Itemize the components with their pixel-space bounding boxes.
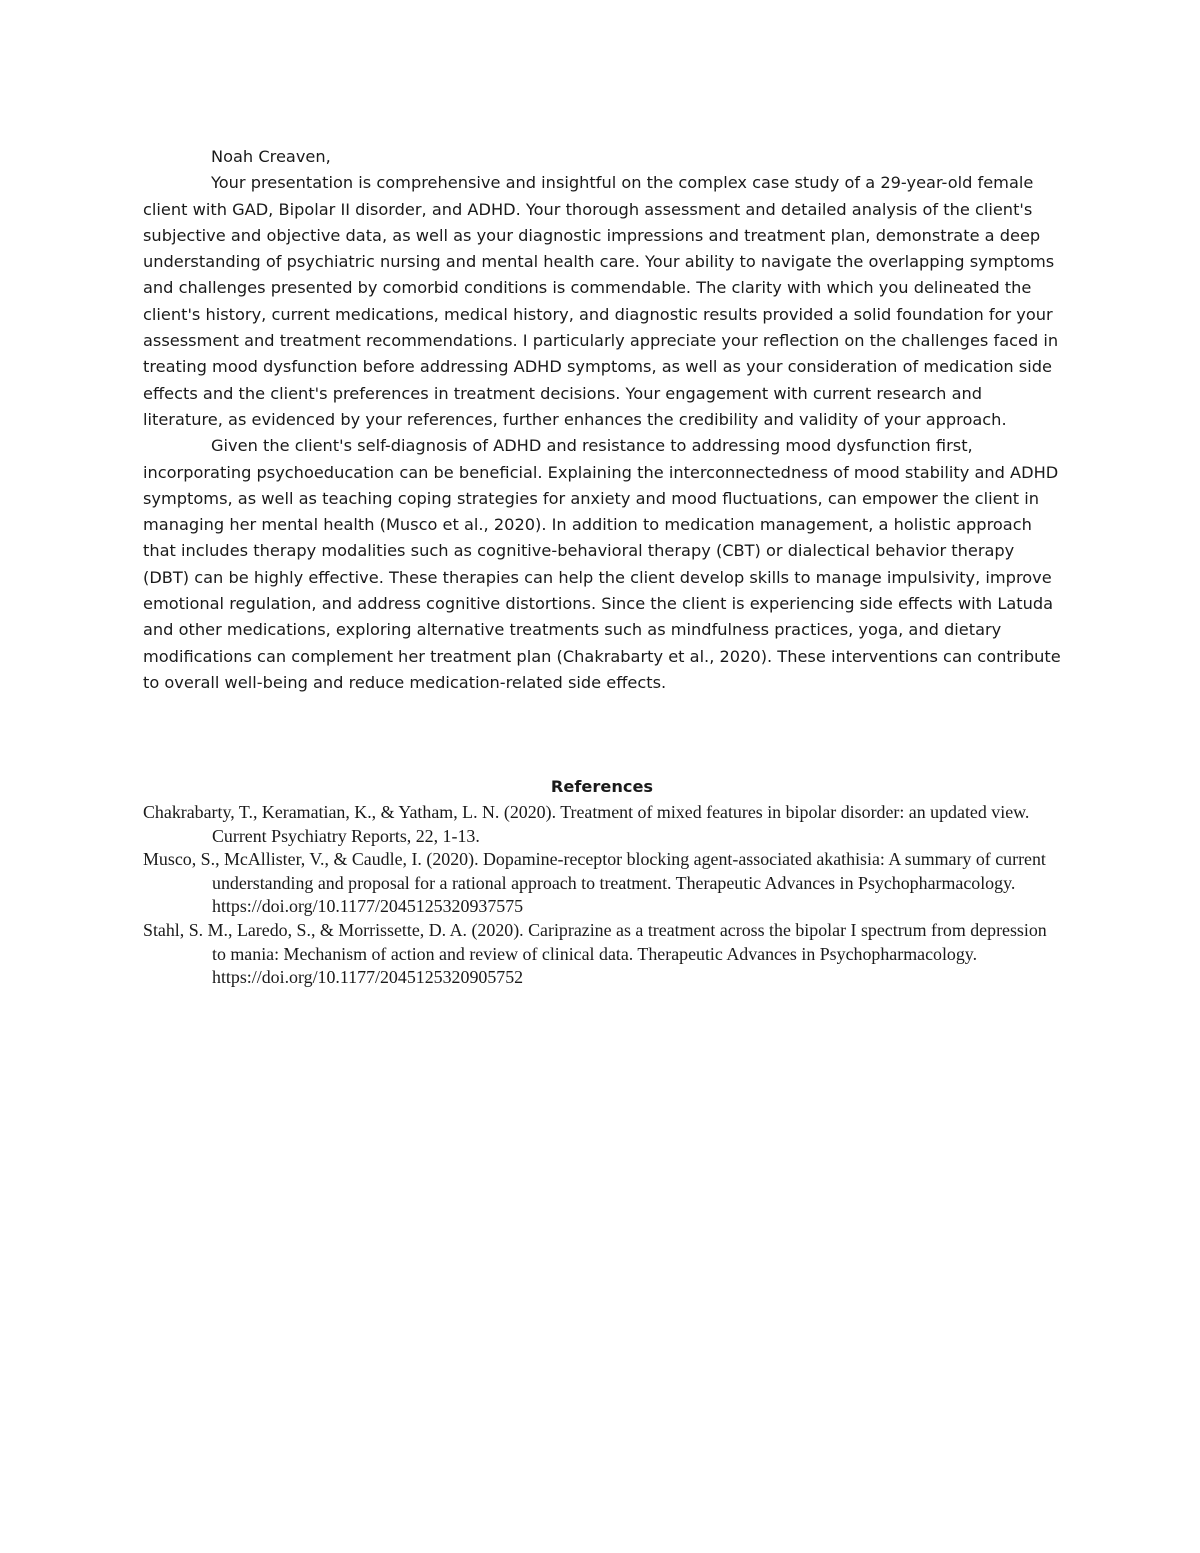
- paragraph-2: Given the client's self-diagnosis of ADHD and resistance to addressing mood dysfunction first, incorporating psychoeducation can be beneficial. Explaining the interconnectedness of mood stability and ADHD symptoms, as well as teaching coping strategies for anxiety and mood fluctuations, can empower the client in managing her mental health (Musco et al., 2020). In addition to medication management, a holistic approach that includes therapy modalities such as cognitive-behavioral therapy (CBT) or dialectical behavior therapy (DBT) can be highly effective. These therapies can help the client develop skills to manage impulsivity, improve emotional regulation, and address cognitive distortions. Since the client is experiencing side effects with Latuda and other medications, exploring alternative treatments such as mindfulness practices, yoga, and dietary modifications can complement her treatment plan (Chakrabarty et al., 2020). These interventions can contribute to overall well-being and reduce medication-related side effects.: [143, 436, 1061, 692]
- reference-item: Stahl, S. M., Laredo, S., & Morrissette, D. A. (2020). Cariprazine as a treatment across the bipolar I spectrum from depression to mania: Mechanism of action and review of clinical data. Therapeutic Advances in Psychopharmacology. https://doi.org/10.1177/2045125320905752: [143, 919, 1047, 988]
- paragraph-1: Your presentation is comprehensive and insightful on the complex case study of a 29-year-old female client with GAD, Bipolar II disorder, and ADHD. Your thorough assessment and detailed analysis of the client's subjective and objective data, as well as your diagnostic impressions and treatment plan, demonstrate a deep understanding of psychiatric nursing and mental health care. Your ability to navigate the overlapping symptoms and challenges presented by comorbid conditions is commendable. The clarity with which you delineated the client's history, current medications, medical history, and diagnostic results provided a solid foundation for your assessment and treatment recommendations. I particularly appreciate your reflection on the challenges faced in treating mood dysfunction before addressing ADHD symptoms, as well as your consideration of medication side effects and the client's preferences in treatment decisions. Your engagement with current research and literature, as evidenced by your references, further enhances the credibility and validity of your approach.: [143, 173, 1059, 429]
- letter-body: [143, 144, 1061, 696]
- reference-item: Chakrabarty, T., Keramatian, K., & Yatham, L. N. (2020). Treatment of mixed features in bipolar disorder: an updated view. Current Psychiatry Reports, 22, 1-13.: [143, 802, 1030, 846]
- salutation: Noah Creaven,: [211, 147, 331, 166]
- references-heading: References: [550, 777, 654, 796]
- reference-item: Musco, S., McAllister, V., & Caudle, I. (2020). Dopamine-receptor blocking agent-associated akathisia: A summary of current understanding and proposal for a rational approach to treatment. Therapeutic Advances in Psychopharmacology. https://doi.org/10.1177/2045125320937575: [143, 849, 1046, 917]
- references-list: [143, 801, 1063, 990]
